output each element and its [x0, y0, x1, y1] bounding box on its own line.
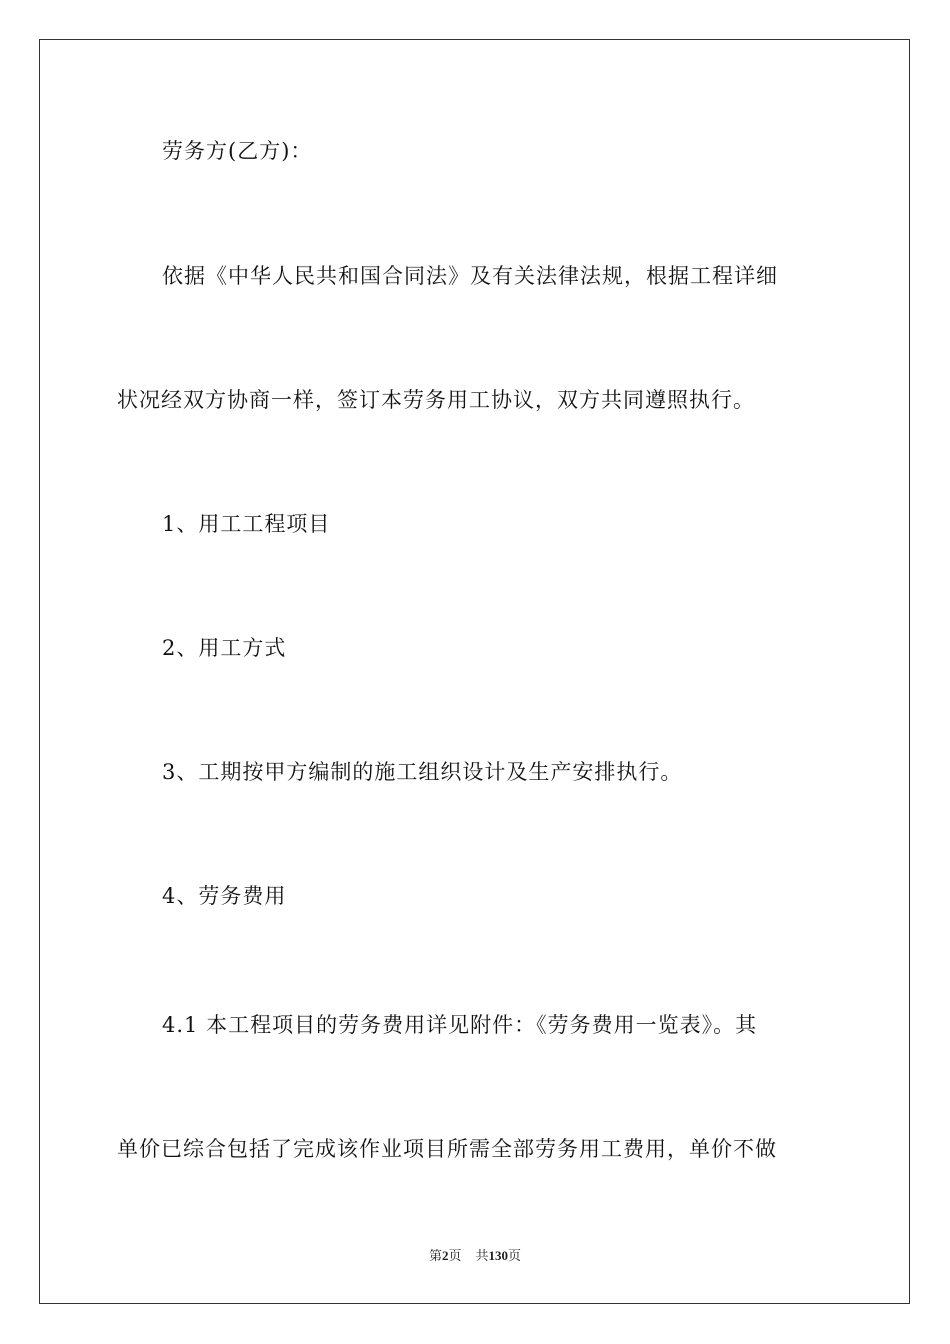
text-line-basis-continued: 状况经双方协商一样，签订本劳务用工协议，双方共同遵照执行。	[117, 388, 755, 412]
page-border	[39, 39, 910, 1304]
text-line-basis: 依据《中华人民共和国合同法》及有关法律法规，根据工程详细	[162, 264, 778, 288]
text-line-item-1: 1、用工工程项目	[162, 512, 331, 536]
text-line-item-4-1: 4.1 本工程项目的劳务费用详见附件：《劳务费用一览表》。其	[162, 1013, 758, 1037]
footer-page-prefix: 第	[428, 1248, 442, 1263]
text-line-item-3: 3、工期按甲方编制的施工组织设计及生产安排执行。	[162, 760, 683, 784]
text-line-item-4: 4、劳务费用	[162, 884, 287, 908]
footer-total-number: 130	[488, 1248, 509, 1263]
text-line-item-4-1-continued: 单价已综合包括了完成该作业项目所需全部劳务用工费用，单价不做	[117, 1137, 777, 1161]
footer-page-number: 2	[441, 1248, 449, 1263]
page-footer	[0, 1247, 950, 1265]
footer-total-suffix: 页	[508, 1248, 522, 1263]
footer-total-prefix: 共	[475, 1248, 489, 1263]
text-line-item-2: 2、用工方式	[162, 636, 287, 660]
footer-page-suffix: 页	[448, 1248, 462, 1263]
text-line-party-b: 劳务方(乙方)：	[162, 139, 313, 163]
